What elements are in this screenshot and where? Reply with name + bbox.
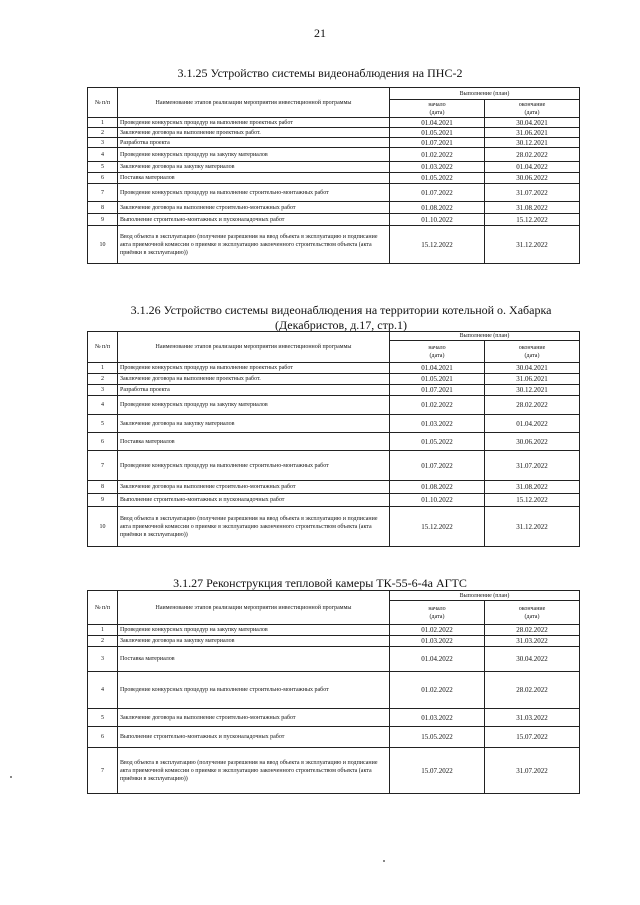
row-start-date: 01.10.2022: [390, 494, 485, 507]
row-start-date: 01.04.2021: [390, 363, 485, 374]
header-end: [485, 100, 580, 118]
header-end: [485, 341, 580, 363]
row-number: 4: [88, 148, 118, 162]
header-num: № п/п: [88, 591, 118, 625]
row-end-date: 28.02.2022: [485, 672, 580, 709]
row-stage: Заключение договора на выполнение строительно-монтажных работ: [118, 709, 390, 727]
row-stage: Заключение договора на закупку материалов: [118, 415, 390, 433]
row-stage: Проведение конкурсных процедур на выполнение строительно-монтажных работ: [118, 184, 390, 202]
row-start-date: 01.02.2022: [390, 396, 485, 415]
row-end-date: 31.07.2022: [485, 184, 580, 202]
table-row: [88, 173, 580, 184]
scan-speck: [383, 860, 385, 862]
row-start-date: 01.05.2022: [390, 173, 485, 184]
row-stage: Ввод объекта в эксплуатацию (получение разрешения на ввод объекта в эксплуатацию и подписание акта приемочной комиссии о приемке в эксплуатацию законченного строительством объекта (акта приёмки в эксплуатацию)): [118, 507, 390, 547]
row-number: 5: [88, 162, 118, 173]
header-end-label: окончание: [518, 344, 546, 351]
table-row: [88, 226, 580, 264]
row-number: 7: [88, 451, 118, 481]
header-start-label: начало: [428, 605, 446, 612]
row-start-date: 01.07.2021: [390, 138, 485, 148]
row-stage: Выполнение строительно-монтажных и пусконаладочных работ: [118, 494, 390, 507]
row-start-date: 01.07.2022: [390, 184, 485, 202]
row-stage: Заключение договора на закупку материалов: [118, 636, 390, 647]
table-row: [88, 363, 580, 374]
header-end-label: окончание: [518, 605, 546, 612]
table-row: [88, 374, 580, 385]
row-number: 10: [88, 507, 118, 547]
row-end-date: 30.06.2022: [485, 433, 580, 451]
row-end-date: 31.06.2021: [485, 128, 580, 138]
row-stage: Заключение договора на выполнение строительно-монтажных работ: [118, 202, 390, 214]
row-end-date: 01.04.2022: [485, 162, 580, 173]
row-start-date: 15.05.2022: [390, 727, 485, 748]
row-stage: Заключение договора на выполнение строительно-монтажных работ: [118, 481, 390, 494]
section-title: 3.1.26 Устройство системы видеонаблюдения на территории котельной о. Хабарка (Декабристов, д.17, стр.1): [130, 303, 552, 332]
row-end-date: 28.02.2022: [485, 396, 580, 415]
row-start-date: 01.02.2022: [390, 672, 485, 709]
table-row: [88, 451, 580, 481]
table-row: [88, 162, 580, 173]
header-start-label: начало: [428, 101, 446, 108]
header-num: № п/п: [88, 332, 118, 363]
row-start-date: 15.12.2022: [390, 226, 485, 264]
row-end-date: 31.07.2022: [485, 748, 580, 794]
row-start-date: 01.03.2022: [390, 709, 485, 727]
table-header-row: [88, 591, 580, 601]
row-end-date: 30.12.2021: [485, 138, 580, 148]
row-start-date: 15.12.2022: [390, 507, 485, 547]
row-number: 7: [88, 748, 118, 794]
row-stage: Проведение конкурсных процедур на выполнение строительно-монтажных работ: [118, 451, 390, 481]
table-row: [88, 748, 580, 794]
header-start-note: (дата): [429, 613, 445, 620]
header-end-note: (дата): [524, 352, 540, 359]
row-end-date: 31.03.2022: [485, 636, 580, 647]
row-end-date: 01.04.2022: [485, 415, 580, 433]
row-stage: Ввод объекта в эксплуатацию (получение разрешения на ввод объекта в эксплуатацию и подписание акта приемочной комиссии о приемке в эксплуатацию законченного строительством объекта (акта приёмки в эксплуатацию)): [118, 226, 390, 264]
table-header-row: [88, 88, 580, 100]
row-number: 8: [88, 202, 118, 214]
row-start-date: 01.03.2022: [390, 162, 485, 173]
row-stage: Разработка проекта: [118, 385, 390, 396]
row-end-date: 30.04.2021: [485, 363, 580, 374]
table-row: [88, 148, 580, 162]
table-row: [88, 118, 580, 128]
header-end-label: окончание: [518, 101, 546, 108]
row-number: 8: [88, 481, 118, 494]
row-stage: Выполнение строительно-монтажных и пусконаладочных работ: [118, 727, 390, 748]
row-start-date: 01.08.2022: [390, 481, 485, 494]
row-end-date: 31.06.2021: [485, 374, 580, 385]
table-row: [88, 636, 580, 647]
table-row: [88, 494, 580, 507]
row-number: 2: [88, 374, 118, 385]
header-stage: Наименование этапов реализации мероприятия инвестиционной программы: [118, 88, 390, 118]
row-end-date: 15.07.2022: [485, 727, 580, 748]
table-header-row: [88, 332, 580, 341]
row-number: 9: [88, 214, 118, 226]
table-row: [88, 396, 580, 415]
header-start: [390, 100, 485, 118]
row-start-date: 01.04.2022: [390, 647, 485, 672]
row-start-date: 01.03.2022: [390, 636, 485, 647]
row-end-date: 31.03.2022: [485, 709, 580, 727]
table-row: [88, 433, 580, 451]
row-start-date: 01.05.2022: [390, 433, 485, 451]
header-start-label: начало: [428, 344, 446, 351]
table-row: [88, 202, 580, 214]
row-end-date: 31.08.2022: [485, 202, 580, 214]
row-end-date: 31.08.2022: [485, 481, 580, 494]
row-number: 6: [88, 173, 118, 184]
header-start: [390, 601, 485, 625]
row-stage: Ввод объекта в эксплуатацию (получение разрешения на ввод объекта в эксплуатацию и подписание акта приемочной комиссии о приемке в эксплуатацию законченного строительством объекта (акта приёмки в эксплуатацию)): [118, 748, 390, 794]
table-row: [88, 647, 580, 672]
row-number: 7: [88, 184, 118, 202]
row-number: 4: [88, 672, 118, 709]
table-row: [88, 184, 580, 202]
row-end-date: 30.12.2021: [485, 385, 580, 396]
row-start-date: 01.02.2022: [390, 148, 485, 162]
page-number: 21: [314, 26, 326, 40]
row-stage: Поставка материалов: [118, 647, 390, 672]
row-start-date: 01.08.2022: [390, 202, 485, 214]
header-num: № п/п: [88, 88, 118, 118]
scan-speck: [10, 776, 12, 778]
row-stage: Выполнение строительно-монтажных и пусконаладочных работ: [118, 214, 390, 226]
row-number: 1: [88, 118, 118, 128]
table-row: [88, 507, 580, 547]
row-stage: Проведение конкурсных процедур на выполнение проектных работ: [118, 118, 390, 128]
row-number: 5: [88, 415, 118, 433]
row-number: 1: [88, 625, 118, 636]
row-end-date: 31.12.2022: [485, 507, 580, 547]
row-start-date: 01.05.2021: [390, 128, 485, 138]
row-end-date: 31.07.2022: [485, 451, 580, 481]
row-stage: Заключение договора на закупку материалов: [118, 162, 390, 173]
schedule-table: [87, 87, 580, 264]
row-start-date: 01.07.2022: [390, 451, 485, 481]
row-number: 1: [88, 363, 118, 374]
row-stage: Проведение конкурсных процедур на выполнение строительно-монтажных работ: [118, 672, 390, 709]
row-stage: Проведение конкурсных процедур на закупку материалов: [118, 148, 390, 162]
schedule-table: [87, 331, 580, 547]
row-stage: Проведение конкурсных процедур на выполнение проектных работ: [118, 363, 390, 374]
row-start-date: 01.05.2021: [390, 374, 485, 385]
row-end-date: 30.04.2022: [485, 647, 580, 672]
row-start-date: 01.03.2022: [390, 415, 485, 433]
row-number: 6: [88, 727, 118, 748]
table-row: [88, 672, 580, 709]
header-stage: Наименование этапов реализации мероприятия инвестиционной программы: [118, 591, 390, 625]
table-row: [88, 214, 580, 226]
table-row: [88, 415, 580, 433]
header-end-note: (дата): [524, 109, 540, 116]
schedule-table: [87, 590, 580, 794]
row-stage: Разработка проекта: [118, 138, 390, 148]
row-end-date: 30.04.2021: [485, 118, 580, 128]
row-end-date: 30.06.2022: [485, 173, 580, 184]
row-number: 6: [88, 433, 118, 451]
row-end-date: 28.02.2022: [485, 148, 580, 162]
row-number: 4: [88, 396, 118, 415]
row-number: 3: [88, 647, 118, 672]
row-stage: Поставка материалов: [118, 433, 390, 451]
row-end-date: 15.12.2022: [485, 214, 580, 226]
header-start-note: (дата): [429, 352, 445, 359]
header-stage: Наименование этапов реализации мероприятия инвестиционной программы: [118, 332, 390, 363]
row-end-date: 28.02.2022: [485, 625, 580, 636]
table-row: [88, 138, 580, 148]
table-row: [88, 709, 580, 727]
table-row: [88, 481, 580, 494]
row-number: 3: [88, 385, 118, 396]
row-start-date: 01.02.2022: [390, 625, 485, 636]
table-row: [88, 385, 580, 396]
row-number: 10: [88, 226, 118, 264]
row-stage: Заключение договора на выполнение проектных работ.: [118, 374, 390, 385]
table-row: [88, 625, 580, 636]
section-title: 3.1.27 Реконструкция тепловой камеры ТК-55-6-4а АГТС: [173, 576, 467, 590]
row-number: 2: [88, 128, 118, 138]
row-stage: Проведение конкурсных процедур на закупку материалов: [118, 396, 390, 415]
row-number: 2: [88, 636, 118, 647]
table-row: [88, 128, 580, 138]
row-start-date: 15.07.2022: [390, 748, 485, 794]
header-execution: Выполнение (план): [390, 88, 580, 100]
header-start-note: (дата): [429, 109, 445, 116]
row-end-date: 15.12.2022: [485, 494, 580, 507]
row-number: 3: [88, 138, 118, 148]
row-number: 9: [88, 494, 118, 507]
row-number: 5: [88, 709, 118, 727]
row-start-date: 01.10.2022: [390, 214, 485, 226]
header-end-note: (дата): [524, 613, 540, 620]
header-end: [485, 601, 580, 625]
row-end-date: 31.12.2022: [485, 226, 580, 264]
header-execution: Выполнение (план): [390, 332, 580, 341]
table-row: [88, 727, 580, 748]
row-start-date: 01.04.2021: [390, 118, 485, 128]
row-stage: Поставка материалов: [118, 173, 390, 184]
row-stage: Заключение договора на выполнение проектных работ.: [118, 128, 390, 138]
section-title: 3.1.25 Устройство системы видеонаблюдения на ПНС-2: [177, 66, 463, 80]
row-stage: Проведение конкурсных процедур на закупку материалов: [118, 625, 390, 636]
header-start: [390, 341, 485, 363]
row-start-date: 01.07.2021: [390, 385, 485, 396]
header-execution: Выполнение (план): [390, 591, 580, 601]
